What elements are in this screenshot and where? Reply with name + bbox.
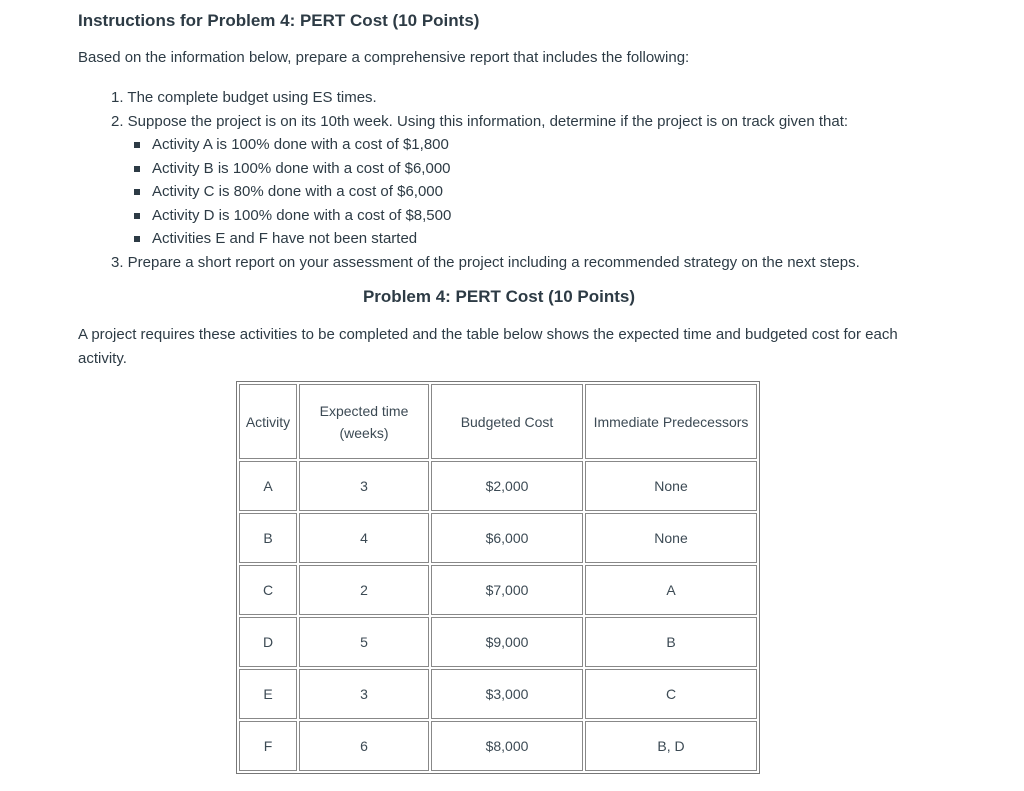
cell-activity: C [239, 565, 297, 615]
square-bullet-icon [134, 213, 140, 219]
square-bullet-icon [134, 189, 140, 195]
step-3: 3. Prepare a short report on your assessment of the project including a recommended strategy on the next steps. [111, 253, 860, 271]
problem-description: A project requires these activities to be completed and the table below shows the expected time and budgeted cost for each activity. [78, 326, 898, 367]
cell-activity: D [239, 617, 297, 667]
header-expected-time: Expected time (weeks) [299, 384, 429, 459]
square-bullet-icon [134, 166, 140, 172]
cell-predecessors: B, D [585, 721, 757, 771]
bullet-item: Activity B is 100% done with a cost of $6,000 [131, 157, 860, 181]
cell-predecessors: B [585, 617, 757, 667]
bullet-item: Activity A is 100% done with a cost of $1,800 [131, 133, 860, 157]
bullet-item: Activity D is 100% done with a cost of $8,500 [131, 204, 860, 228]
table-row [239, 565, 757, 615]
cell-activity: F [239, 721, 297, 771]
cell-predecessors: C [585, 669, 757, 719]
cell-budgeted-cost: $9,000 [431, 617, 583, 667]
cell-budgeted-cost: $7,000 [431, 565, 583, 615]
cell-expected-time: 4 [299, 513, 429, 563]
table-row [239, 669, 757, 719]
cell-predecessors: None [585, 461, 757, 511]
cell-predecessors: None [585, 513, 757, 563]
intro-text: Based on the information below, prepare a comprehensive report that includes the following: [78, 49, 690, 66]
header-predecessors: Immediate Predecessors [585, 384, 757, 459]
table-row [239, 617, 757, 667]
cell-expected-time: 5 [299, 617, 429, 667]
cell-expected-time: 3 [299, 461, 429, 511]
square-bullet-icon [134, 236, 140, 242]
cell-activity: A [239, 461, 297, 511]
step-1: 1. The complete budget using ES times. [111, 89, 377, 106]
cell-expected-time: 3 [299, 669, 429, 719]
table-row [239, 721, 757, 771]
cell-budgeted-cost: $2,000 [431, 461, 583, 511]
cell-expected-time: 6 [299, 721, 429, 771]
header-activity: Activity [239, 384, 297, 459]
cell-activity: E [239, 669, 297, 719]
cell-budgeted-cost: $6,000 [431, 513, 583, 563]
step-2: 2. Suppose the project is on its 10th week. Using this information, determine if the project is on track given that: [111, 112, 849, 130]
table-header-row [239, 384, 757, 459]
problem-heading: Problem 4: PERT Cost (10 Points) [362, 287, 636, 306]
instruction-steps [111, 86, 860, 274]
table-row [239, 461, 757, 511]
status-bullet-list [131, 133, 860, 251]
bullet-item: Activity C is 80% done with a cost of $6,000 [131, 180, 860, 204]
header-budgeted-cost: Budgeted Cost [431, 384, 583, 459]
table-row [239, 513, 757, 563]
bullet-item: Activities E and F have not been started [131, 227, 860, 251]
cell-expected-time: 2 [299, 565, 429, 615]
activity-table [236, 381, 760, 774]
page-title: Instructions for Problem 4: PERT Cost (10 Points) [78, 11, 480, 30]
cell-activity: B [239, 513, 297, 563]
square-bullet-icon [134, 142, 140, 148]
cell-budgeted-cost: $3,000 [431, 669, 583, 719]
cell-budgeted-cost: $8,000 [431, 721, 583, 771]
cell-predecessors: A [585, 565, 757, 615]
